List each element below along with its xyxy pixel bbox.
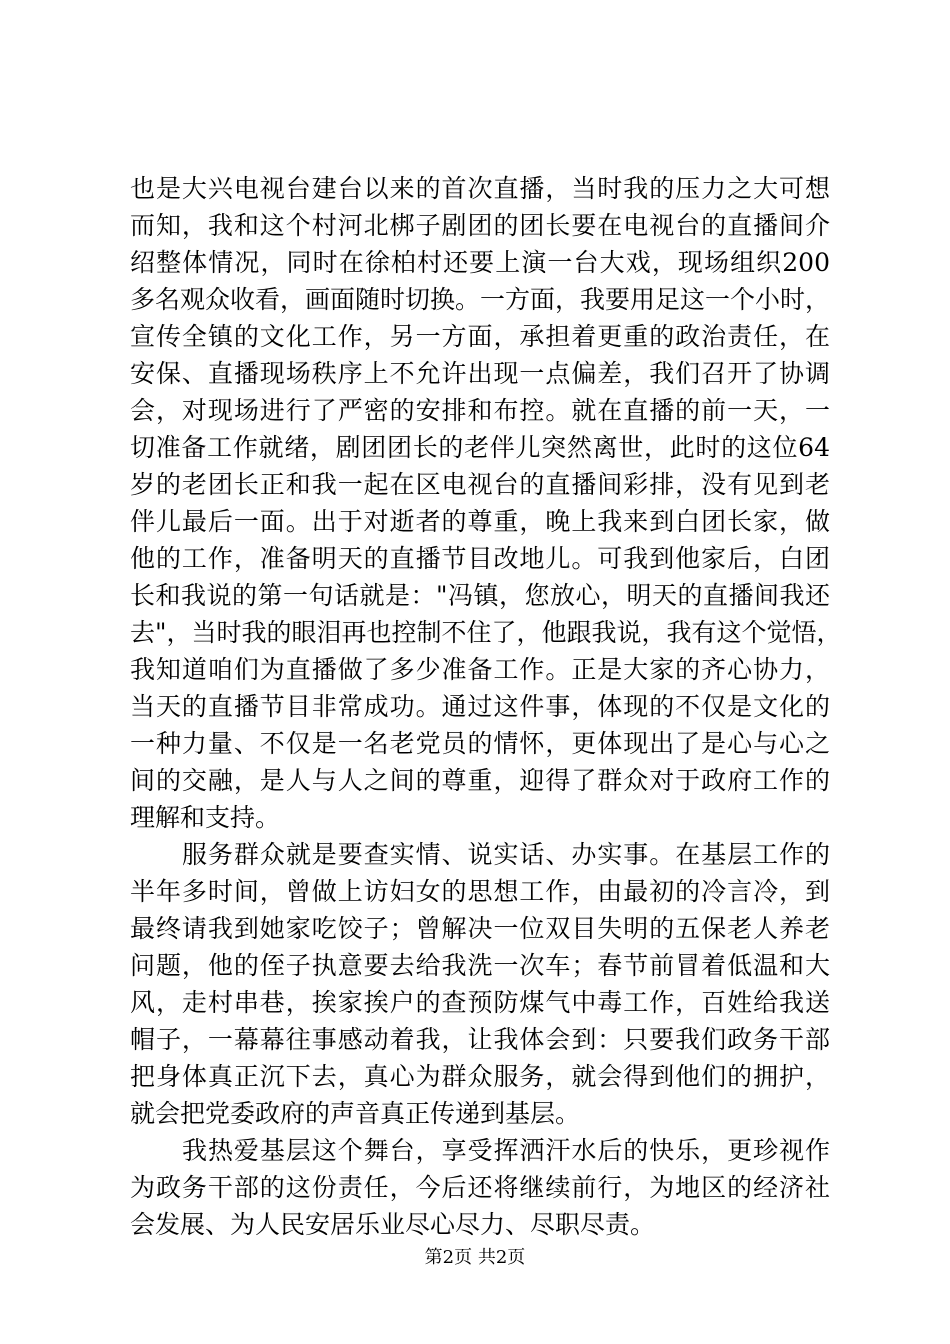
text-line: 会，对现场进行了严密的安排和布控。就在直播的前一天，一 (130, 396, 830, 425)
text-line: 而知，我和这个村河北梆子剧团的团长要在电视台的直播间介 (130, 211, 830, 240)
text-line: 就会把党委政府的声音真正传递到基层。 (130, 1099, 581, 1128)
text-line: 伴儿最后一面。出于对逝者的尊重，晚上我来到白团长家，做 (130, 507, 830, 536)
paragraph (130, 1132, 830, 1243)
text-line: 去"，当时我的眼泪再也控制不住了，他跟我说，我有这个觉悟， (130, 618, 842, 647)
text-line: 最终请我到她家吃饺子；曾解决一位双目失明的五保老人养老 (130, 914, 830, 943)
text-line: 绍整体情况，同时在徐柏村还要上演一台大戏，现场组织200 (130, 248, 830, 277)
text-line: 岁的老团长正和我一起在区电视台的直播间彩排，没有见到老 (130, 470, 830, 499)
text-line: 会发展、为人民安居乐业尽心尽力、尽职尽责。 (130, 1210, 656, 1239)
text-line: 理解和支持。 (130, 803, 281, 832)
text-line: 为政务干部的这份责任，今后还将继续前行，为地区的经济社 (130, 1173, 830, 1202)
text-line: 我热爱基层这个舞台，享受挥洒汗水后的快乐，更珍视作 (182, 1136, 830, 1165)
text-line: 一种力量、不仅是一名老党员的情怀，更体现出了是心与心之 (130, 729, 830, 758)
text-line: 间的交融，是人与人之间的尊重，迎得了群众对于政府工作的 (130, 766, 830, 795)
paragraph (130, 170, 842, 836)
text-line: 风，走村串巷，挨家挨户的查预防煤气中毒工作，百姓给我送 (130, 988, 830, 1017)
text-line: 他的工作，准备明天的直播节目改地儿。可我到他家后，白团 (130, 544, 830, 573)
paragraph (130, 836, 830, 1132)
text-line: 长和我说的第一句话就是："冯镇，您放心，明天的直播间我还 (130, 581, 830, 610)
text-line: 宣传全镇的文化工作，另一方面，承担着更重的政治责任，在 (130, 322, 830, 351)
text-line: 服务群众就是要查实情、说实话、办实事。在基层工作的 (182, 840, 830, 869)
text-line: 帽子，一幕幕往事感动着我，让我体会到：只要我们政务干部 (130, 1025, 830, 1054)
text-line: 切准备工作就绪，剧团团长的老伴儿突然离世，此时的这位64 (130, 433, 830, 462)
document-body (130, 170, 842, 1243)
text-line: 问题，他的侄子执意要去给我洗一次车；春节前冒着低温和大 (130, 951, 830, 980)
page-footer: 第2页 共2页 (424, 1247, 526, 1268)
text-line: 安保、直播现场秩序上不允许出现一点偏差，我们召开了协调 (130, 359, 830, 388)
text-line: 把身体真正沉下去，真心为群众服务，就会得到他们的拥护， (130, 1062, 830, 1091)
text-line: 当天的直播节目非常成功。通过这件事，体现的不仅是文化的 (130, 692, 830, 721)
text-line: 半年多时间，曾做上访妇女的思想工作，由最初的冷言冷，到 (130, 877, 830, 906)
text-line: 多名观众收看，画面随时切换。一方面，我要用足这一个小时， (130, 285, 831, 314)
text-line: 也是大兴电视台建台以来的首次直播，当时我的压力之大可想 (130, 174, 830, 203)
text-line: 我知道咱们为直播做了多少准备工作。正是大家的齐心协力， (130, 655, 830, 684)
